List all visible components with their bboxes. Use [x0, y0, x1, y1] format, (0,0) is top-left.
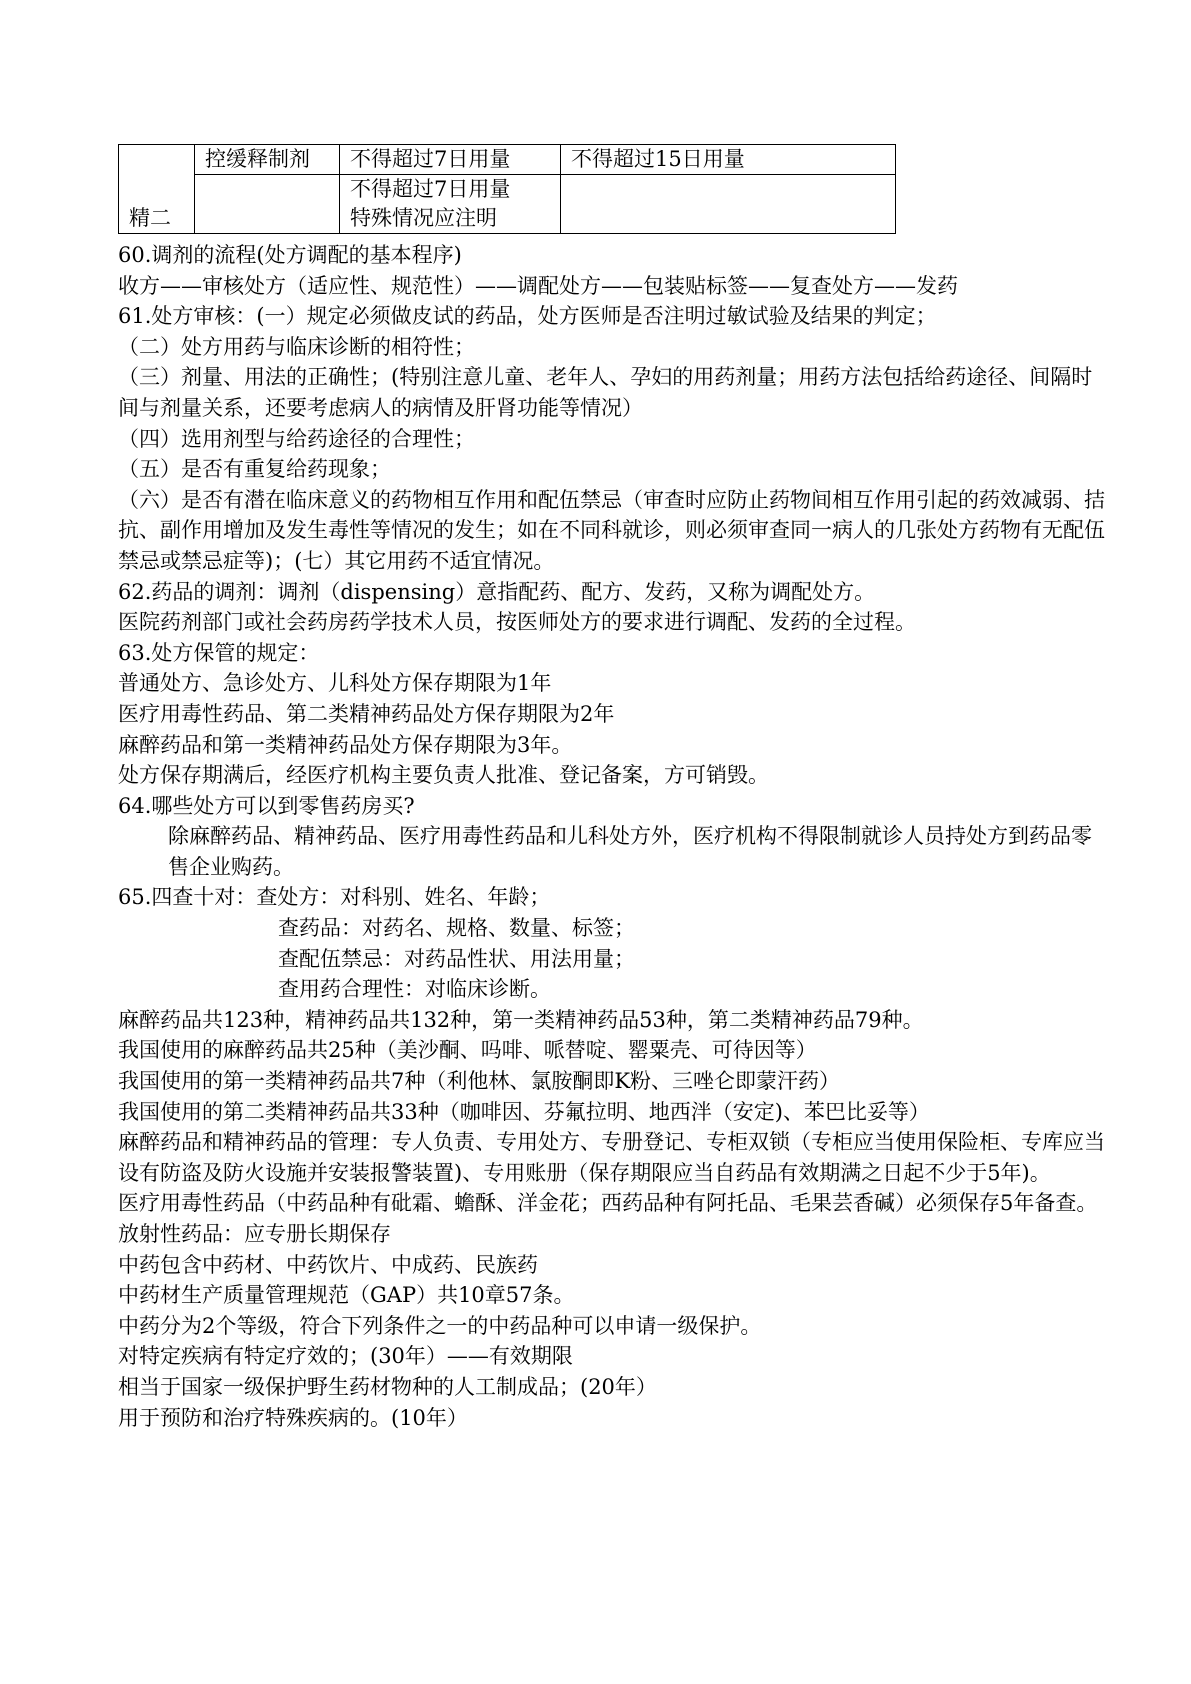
paragraph: 医疗用毒性药品、第二类精神药品处方保存期限为2年	[118, 701, 615, 726]
table-row	[119, 175, 896, 234]
table-cell: 不得超过7日用量	[340, 145, 561, 175]
table-cell	[561, 175, 896, 234]
paragraph: 查药品：对药名、规格、数量、标签；	[278, 916, 635, 941]
paragraph: 查配伍禁忌：对药品性状、用法用量；	[278, 946, 635, 971]
paragraph: 处方保存期满后，经医疗机构主要负责人批准、登记备案，方可销毁。	[118, 763, 769, 788]
table-cell-line: 特殊情况应注明	[350, 206, 497, 230]
table-category-label: 精二	[129, 206, 171, 230]
body-text	[118, 240, 1108, 1433]
heading-63: 63.处方保管的规定：	[118, 640, 320, 665]
paragraph: 中药材生产质量管理规范（GAP）共10章57条。	[118, 1283, 575, 1308]
prescription-limit-table	[118, 144, 896, 234]
paragraph: （五）是否有重复给药现象；	[118, 457, 391, 482]
heading-61: 61.处方审核：(一）规定必须做皮试的药品，处方医师是否注明过敏试验及结果的判定；	[118, 304, 937, 329]
table-cell: 控缓释制剂	[195, 145, 340, 175]
table-cell	[340, 175, 561, 234]
table-cell: 不得超过15日用量	[561, 145, 896, 175]
paragraph: 中药分为2个等级，符合下列条件之一的中药品种可以申请一级保护。	[118, 1313, 762, 1338]
paragraph: 我国使用的第二类精神药品共33种（咖啡因、芬氟拉明、地西泮（安定)、苯巴比妥等）	[118, 1099, 930, 1124]
paragraph: 我国使用的麻醉药品共25种（美沙酮、吗啡、哌替啶、罂粟壳、可待因等）	[118, 1038, 817, 1063]
paragraph: （三）剂量、用法的正确性；(特别注意儿童、老年人、孕妇的用药剂量；用药方法包括给药途径、间隔时间与剂量关系，还要考虑病人的病情及肝肾功能等情况）	[118, 365, 1093, 420]
paragraph: 麻醉药品和第一类精神药品处方保存期限为3年。	[118, 732, 573, 757]
paragraph: 收方——审核处方（适应性、规范性）——调配处方——包装贴标签——复查处方——发药	[118, 273, 958, 298]
paragraph: 麻醉药品共123种，精神药品共132种，第一类精神药品53种，第二类精神药品79种。	[118, 1007, 924, 1032]
paragraph: 用于预防和治疗特殊疾病的。(10年）	[118, 1405, 468, 1430]
paragraph: 医院药剂部门或社会药房药学技术人员，按医师处方的要求进行调配、发药的全过程。	[118, 610, 916, 635]
paragraph: 麻醉药品和精神药品的管理：专人负责、专用处方、专册登记、专柜双锁（专柜应当使用保险柜、专库应当设有防盗及防火设施并安装报警装置)、专用账册（保存期限应当自药品有效期满之日起不少于5年)。	[118, 1130, 1105, 1185]
heading-60: 60.调剂的流程(处方调配的基本程序)	[118, 243, 462, 267]
paragraph: 普通处方、急诊处方、儿科处方保存期限为1年	[118, 671, 552, 696]
heading-64: 64.哪些处方可以到零售药房买?	[118, 793, 415, 818]
heading-62: 62.药品的调剂：调剂（dispensing）意指配药、配方、发药，又称为调配处方。	[118, 579, 876, 604]
paragraph: 对特定疾病有特定疗效的；(30年）——有效期限	[118, 1344, 573, 1369]
paragraph: 查用药合理性：对临床诊断。	[278, 977, 551, 1002]
paragraph: （四）选用剂型与给药途径的合理性；	[118, 426, 475, 451]
paragraph: 医疗用毒性药品（中药品种有砒霜、蟾酥、洋金花；西药品种有阿托品、毛果芸香碱）必须保存5年备查。	[118, 1191, 1098, 1216]
heading-65: 65.四查十对：查处方：对科别、姓名、年龄；	[118, 885, 551, 910]
paragraph: （六）是否有潜在临床意义的药物相互作用和配伍禁忌（审查时应防止药物间相互作用引起的药效减弱、拮抗、副作用增加及发生毒性等情况的发生；如在不同科就诊，则必须审查同一病人的几张处方药物有无配伍禁忌或禁忌症等)；(七）其它用药不适宜情况。	[118, 487, 1105, 573]
table-cell-line: 不得超过7日用量	[350, 177, 511, 201]
paragraph: （二）处方用药与临床诊断的相符性；	[118, 334, 475, 359]
table-cell	[195, 175, 340, 234]
table-row	[119, 145, 896, 175]
paragraph: 放射性药品：应专册长期保存	[118, 1222, 391, 1246]
paragraph: 相当于国家一级保护野生药材物种的人工制成品；(20年）	[118, 1374, 657, 1399]
paragraph: 我国使用的第一类精神药品共7种（利他林、氯胺酮即K粉、三唑仑即蒙汗药）	[118, 1069, 841, 1094]
table-category-cell	[119, 145, 195, 234]
paragraph: 除麻醉药品、精神药品、医疗用毒性药品和儿科处方外，医疗机构不得限制就诊人员持处方到药品零售企业购药。	[168, 824, 1092, 879]
paragraph: 中药包含中药材、中药饮片、中成药、民族药	[118, 1252, 538, 1277]
